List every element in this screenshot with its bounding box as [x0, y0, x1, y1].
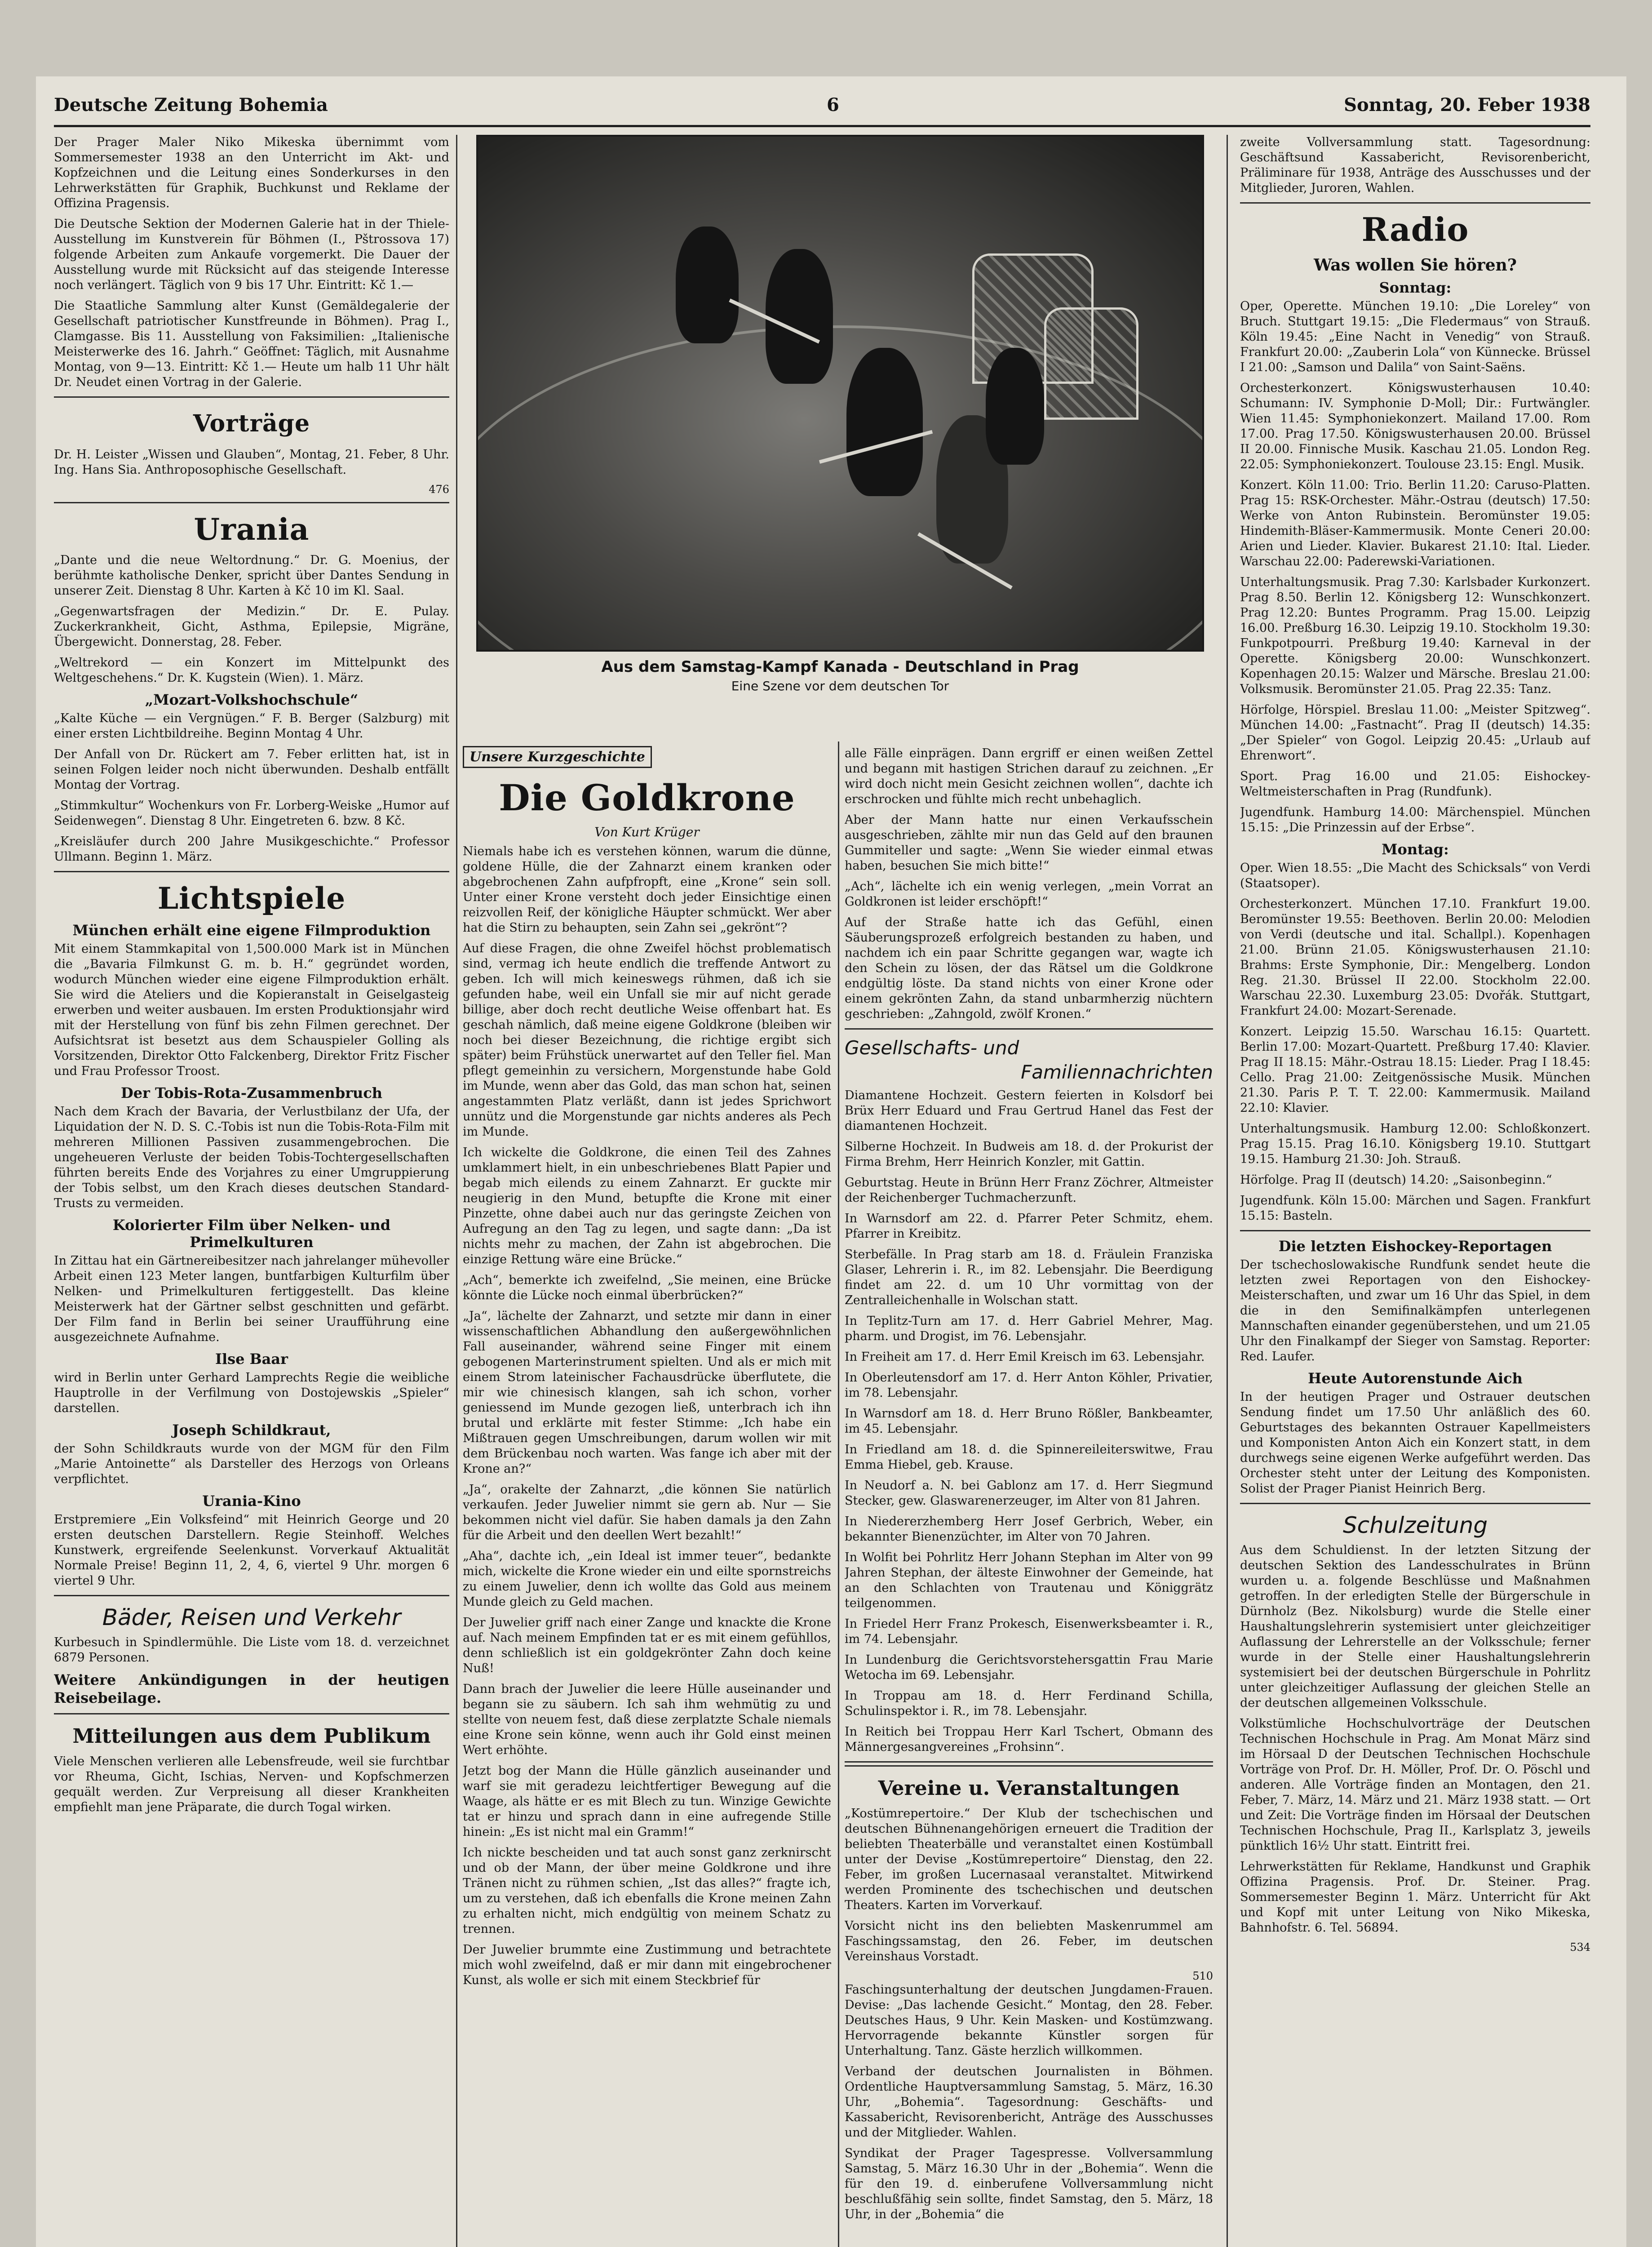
section-rule: [845, 1761, 1213, 1767]
story-paragraph: Jetzt bog der Mann die Hülle gänzlich auseinander und warf sie mit geradezu leichtfertiger Bewegung auf die Waage, als hätte er es mit Blech zu tun. Winzige Gewichte tat er hinzu und sprach dann in eine aufregende Stille hinein: „Es ist nicht mal ein Gramm!“: [463, 1764, 831, 1839]
story-title: Die Goldkrone: [499, 777, 795, 819]
family-notice: In Lundenburg die Gerichtsvorstehersgattin Frau Marie Wetocha im 69. Lebensjahr.: [845, 1653, 1213, 1682]
club-notice: Syndikat der Prager Tagespresse. Vollversammlung Samstag, 5. März 16.30 Uhr in der „Bohemia“. Wenn die für den 19. d. einberufene Vollversammlung nicht beschlußfähig sein sollte, findet Samstag, den 5. März, 18 Uhr, in der „Bohemia“ die: [845, 2146, 1213, 2221]
story-paragraph: Ich wickelte die Goldkrone, die einen Teil des Zahnes umklammert hielt, in ein unbeschriebenes Blatt Papier und begab mich eilends zu einem Zahnarzt. Er guckte mir neugierig in den Mund, betupfte die Krone mit einer Pinzette, ohne dabei auch nur das geringste Zeichen von Aufregung an den Tag zu legen, und sagte dann: „Da ist nichts mehr zu machen, der Zahn ist abgebrochen. Die einzige Rettung wäre eine Brücke.“: [463, 1146, 831, 1266]
family-notice: In Niedererzhemberg Herr Josef Gerbrich, Weber, ein bekannter Bienenzüchter, im Alter von 70 Jahren.: [845, 1514, 1213, 1544]
urania-item: „Weltrekord — ein Konzert im Mittelpunkt des Weltgeschehens.“ Dr. K. Kugstein (Wien). 1. März.: [54, 656, 449, 685]
player-figure: [986, 348, 1044, 465]
film-news: Erstpremiere „Ein Volksfeind“ mit Heinrich George und 20 ersten deutschen Darstellern. Regie Steinhoff. Welches Kunstwerk, ergreifende Seelenkunst. Vorverkauf Aktualität Normale Preise! Beginn 11, 2, 4, 6, viertel 9 Uhr. morgen 6 viertel 9 Uhr.: [54, 1513, 449, 1588]
column-left: [54, 135, 449, 2247]
story-paragraph: Ich nickte bescheiden und tat auch sonst ganz zerknirscht und ob der Mann, der über meine Goldkrone und ihre Tränen nicht zu rühmen schien, „Ist das alles?“ fragte ich, um zu verstehen, daß ich ebenfalls die Krone meinen Zahn zu erhalten nicht, mich endgültig von meinem Schatz zu trennen.: [463, 1846, 831, 1936]
item-headline: Der Tobis-Rota-Zusammenbruch: [120, 1084, 383, 1101]
family-notice: In Freiheit am 17. d. Herr Emil Kreisch im 63. Lebensjahr.: [845, 1350, 1205, 1364]
section-rule: [54, 396, 449, 398]
radio-day-sunday: Sonntag:: [1379, 279, 1452, 296]
section-rule: [54, 871, 449, 872]
story-paragraph: Auf der Straße hatte ich das Gefühl, einen Säuberungsprozeß erfolgreich bestanden zu haben, und nachdem ich ein paar Schritte gegangen war, wagte ich den Schein zu lösen, der das Rätsel um die Goldkrone endgültig löste. Da stand nichts von einer Krone oder einem gekrönten Zahn, da stand unbarmherzig nüchtern geschrieben: „Zahngold, zwölf Kronen.“: [845, 915, 1213, 1021]
story-paragraph: Auf diese Fragen, die ohne Zweifel höchst problematisch sind, vermag ich heute endlich die treffende Antwort zu geben. Ich will mich keineswegs rühmen, daß ich sie gefunden habe, weil ein Unfall sie mir auf nicht gerade billige, aber doch recht deutliche Weise offenbart hat. Es geschah nämlich, daß meine eigene Goldkrone (bleiben wir noch bei dieser Bezeichnung, die richtige ergibt sich später) beim Frühstück unerwartet auf den Teller fiel. Man pflegt gemeinhin zu versichern, Morgenstunde habe Gold im Munde, wenn aber das Gold, das man schon hat, seinen angestammten Platz verläßt, dann ist jedes Sprichwort unnütz und die Morgenstunde gar nichts anderes als Pech im Munde.: [463, 941, 831, 1139]
family-notice: In Oberleutensdorf am 17. d. Herr Anton Köhler, Privatier, im 78. Lebensjahr.: [845, 1371, 1213, 1400]
section-rule: [54, 502, 449, 503]
story-paragraph: „Ach“, lächelte ich ein wenig verlegen, „mein Vorrat an Goldkronen ist leider erschöpft!“: [845, 879, 1213, 909]
player-figure: [766, 249, 833, 384]
family-notice: In Warnsdorf am 22. d. Pfarrer Peter Schmitz, ehem. Pfarrer in Kreibitz.: [845, 1212, 1213, 1241]
page-header: [54, 94, 1590, 126]
radio-listing: Hörfolge. Prag II (deutsch) 14.20: „Saisonbeginn.“: [1240, 1173, 1552, 1187]
photo-caption: Aus dem Samstag-Kampf Kanada - Deutschland in Prag: [601, 658, 1079, 676]
club-notice: Faschingsunterhaltung der deutschen Jungdamen-Frauen. Devise: „Das lachende Gesicht.“ Montag, den 28. Feber. Deutsches Haus, 9 Uhr. Kein Masken- und Kostümzwang. Hervorragende bekannte Künstler sorgen für Unterhaltung. Tanz. Gäste herzlich willkommen.: [845, 1983, 1213, 2058]
family-notice: In Friedel Herr Franz Prokesch, Eisenwerksbeamter i. R., im 74. Lebensjahr.: [845, 1617, 1213, 1646]
column-story: [463, 746, 831, 2247]
travel-notice: Weitere Ankündigungen in der heutigen Reisebeilage.: [54, 1671, 449, 1706]
family-notice: In Troppau am 18. d. Herr Ferdinand Schilla, Schulinspektor i. R., im 78. Lebensjahr.: [845, 1689, 1213, 1718]
column-middle: [845, 746, 1213, 2247]
story-paragraph: Dann brach der Juwelier die leere Hülle auseinander und begann sie zu säubern. Ich sah ihm wehmütig zu und stellte von neuem fest, daß diese zerplatzte Schale niemals eine Krone sein könne, wenn auch ihr Gold einst meinen Wert erhöhte.: [463, 1682, 831, 1757]
item-headline: Joseph Schildkraut,: [172, 1421, 331, 1439]
radio-listing: Sport. Prag 16.00 und 21.05: Eishockey-Weltmeisterschaften in Prag (Rundfunk).: [1240, 769, 1590, 799]
radio-news: In der heutigen Prager und Ostrauer deutschen Sendung findet um 17.50 Uhr anläßlich des 60. Geburtstages des bekannten Ostrauer Kapellmeisters und Komponisten Anton Aich ein Konzert statt, in dem durchwegs seine eigenen Werke aufgeführt werden. Das Orchester steht unter der Leitung des Komponisten. Solist der Prager Pianist Heinrich Berg.: [1240, 1390, 1590, 1496]
story-paragraph: „Ja“, orakelte der Zahnarzt, „die können Sie natürlich verkaufen. Jeder Juwelier nimmt sie gern ab. Nur — Sie bekommen nicht viel dafür. Sie haben damals ja den Zahn für die Arbeit und den deellen Wert bezahlt!“: [463, 1483, 831, 1542]
section-title-baeder: Bäder, Reisen und Verkehr: [102, 1604, 401, 1630]
urania-item: „Gegenwartsfragen der Medizin.“ Dr. E. Pulay. Zuckerkrankheit, Gicht, Asthma, Epilepsie, Migräne, Übergewicht. Donnerstag, 28. Feber.: [54, 604, 449, 649]
story-kicker: Unsere Kurzgeschichte: [463, 746, 652, 768]
family-notice: Diamantene Hochzeit. Gestern feierten in Kolsdorf bei Brüx Herr Eduard und Frau Gertrud Hanel das Fest der diamantenen Hochzeit.: [845, 1088, 1213, 1133]
story-paragraph: Aber der Mann hatte nur einen Verkaufsschein ausgeschrieben, zählte mir nun das Geld auf den braunen Gummiteller und sagte: „Wenn Sie wieder einmal etwas haben, besuchen Sie mich bitte!“: [845, 813, 1213, 873]
goal-net: [1044, 307, 1138, 420]
club-notice: Vorsicht nicht ins den beliebten Maskenrummel am Faschingssamstag, den 26. Feber, im deutschen Vereinshaus Vorstadt.: [845, 1919, 1213, 1963]
family-notice: Geburtstag. Heute in Brünn Herr Franz Zöchrer, Altmeister der Reichenberger Tuchmacherzunft.: [845, 1176, 1213, 1205]
story-paragraph: „Ja“, lächelte der Zahnarzt, und setzte mir dann in einer wissenschaftlichen Abhandlung den außergewöhnlichen Fall auseinander, während seine Finger mit einem gebogenen Marterinstrument spielten. Und als er mich mit einem Strom lateinischer Fachausdrücke überflutete, die mir wie chinesisch klangen, sah ich schon, vorher geniessend im Munde gezogen ließ, unterbrach ich ihn brutal und erklärte mit fester Stimme: „Ich habe ein Mißtrauen gegen Umschreibungen, darum wollen wir mit dem Brückenbau noch warten. Was fange ich aber mit der Krone an?“: [463, 1309, 831, 1476]
family-notice: In Reitich bei Troppau Herr Karl Tschert, Obmann des Männergesangvereines „Frohsinn“.: [845, 1725, 1213, 1754]
photo-subcaption: Eine Szene vor dem deutschen Tor: [731, 679, 949, 693]
item-headline: Heute Autorenstunde Aich: [1308, 1370, 1523, 1387]
header-rule: [54, 125, 1590, 127]
item-headline: Die letzten Eishockey-Reportagen: [1278, 1238, 1552, 1255]
family-notice: Silberne Hochzeit. In Budweis am 18. d. der Prokurist der Firma Brehm, Herr Heinrich Konzler, mit Gattin.: [845, 1140, 1213, 1169]
notice-number: 534: [1570, 1941, 1590, 1954]
item-headline: Kolorierter Film über Nelken- und Primelkulturen: [112, 1217, 391, 1251]
club-notice: „Kostümrepertoire.“ Der Klub der tschechischen und deutschen Bühnenangehörigen erneuert die Tradition der beliebten Theaterbälle und veranstaltet einen Kostümball unter der Devise „Kostümrepertoire“ Dienstag, den 22. Feber, im großen Lucernasaal veranstaltet. Mitwirkend werden Prominente des tschechischen und deutschen Theaters. Karten im Vorverkauf.: [845, 1807, 1213, 1912]
art-notice: Die Deutsche Sektion der Modernen Galerie hat in der Thiele-Ausstellung im Kunstverein für Böhmen (I., Pštrossova 17) folgende Arbeiten zum Ankaufe vorgemerkt. Die Dauer der Ausstellung wurde mit Rücksicht auf das steigende Interesse noch verlängert. Täglich von 9 bis 17 Uhr. Eintritt: Kč 1.—: [54, 217, 449, 292]
lecture-notice: Dr. H. Leister „Wissen und Glauben“, Montag, 21. Feber, 8 Uhr. Ing. Hans Sia. Anthroposophische Gesellschaft.: [54, 448, 449, 477]
radio-listing: Unterhaltungsmusik. Prag 7.30: Karlsbader Kurkonzert. Prag 8.50. Berlin 12. Königsberg 12: Wunschkonzert. Prag 12.20: Buntes Programm. Prag 15.00. Leipzig 16.00. Preßburg 16.30. Leipzig 19.10. Stockholm 19.30: Funkpotpourri. Preßburg 19.40: Karneval in der Operette. Königsberg 20.00: Wunschkonzert. Kopenhagen 20.15: Walzer und Märsche. Breslau 21.00: Volksmusik. Beromünster 21.05. Prag 22.35: Tanz.: [1240, 575, 1590, 696]
section-rule: [1240, 1503, 1590, 1504]
radio-subtitle: Was wollen Sie hören?: [1314, 256, 1517, 275]
page-number: 6: [827, 94, 839, 115]
radio-listing: Orchesterkonzert. Königswusterhausen 10.40: Schumann: IV. Symphonie D-Moll; Dir.: Furtwängler. Wien 11.45: Symphoniekonzert. Mailand 17.00. Rom 17.00. Prag 17.50. Königswusterhausen 20.00. Brüssel II 20.00. Finnische Musik. Kaschau 21.05. London Reg. 22.05: Symphoniekonzert. Toulouse 23.15: Engl. Musik.: [1240, 381, 1590, 471]
column-divider: [456, 135, 457, 2247]
radio-listing: Konzert. Leipzig 15.50. Warschau 16.15: Quartett. Berlin 17.00: Mozart-Quartett. Preßburg 17.40: Klavier. Prag II 18.15: Mähr.-Ostrau 18.15: Lieder. Prag I 18.45: Cello. Prag 21.00: Zeitgenössische Musik. München 21.30. Paris P. T. T. 22.00: Kammermusik. Mailand 22.10: Klavier.: [1240, 1025, 1590, 1115]
story-paragraph: Niemals habe ich es verstehen können, warum die dünne, goldene Hülle, die der Zahnarzt einem kranken oder abgebrochenen Zahn aufpfropft, eine „Krone“ sein soll. Unter einer Krone versteht doch jeder Einsichtige einen reizvollen Reif, der königliche Häupter schmückt. Wer aber hat die Stirn zu behaupten, sein Zahn sei „gekrönt“?: [463, 844, 831, 935]
urania-item: „Stimmkultur“ Wochenkurs von Fr. Lorberg-Weiske „Humor auf Seidenwegen“. Dienstag 8 Uhr. Eingetreten 6. bzw. 8 Kč.: [54, 799, 449, 828]
film-news: Nach dem Krach der Bavaria, der Verlustbilanz der Ufa, der Liquidation der N. D. S. C.-Tobis ist nun die Tobis-Rota-Film mit mehreren Millionen Passiven zusammengebrochen. Die ungeheueren Verluste der beiden Tobis-Tochtergesellschaften führten bereits Ende des Vorjahres zu einer Umgruppierung der Tobis selbst, um den Krach dieses deutschen Standard-Trusts zu vermeiden.: [54, 1105, 449, 1210]
story-paragraph: alle Fälle einprägen. Dann ergriff er einen weißen Zettel und begann mit hastigen Strichen darauf zu zeichnen. „Er wird doch nicht mein Gesicht zeichnen wollen“, dachte ich erschrocken und fühlte mich recht unbehaglich.: [845, 746, 1213, 806]
photo-block: [476, 135, 1204, 737]
player-figure: [676, 226, 739, 343]
urania-item: Der Anfall von Dr. Rückert am 7. Feber erlitten hat, ist in seinen Folgen leider noch nicht überwunden. Deshalb entfällt Montag der Vortrag.: [54, 747, 449, 792]
radio-listing: Oper, Operette. München 19.10: „Die Loreley“ von Bruch. Stuttgart 19.15: „Die Fledermaus“ von Strauß. Köln 19.45: „Eine Nacht in Venedig“ von Strauß. Frankfurt 20.00: „Zauberin Lola“ von Künnecke. Brüssel I 21.00: „Samson und Dalila“ von Saint-Saëns.: [1240, 299, 1590, 374]
film-news: Mit einem Stammkapital von 1,500.000 Mark ist in München die „Bavaria Filmkunst G. m. b. H.“ gegründet worden, wodurch München wieder eine eigene Filmproduktion erhält. Sie wird die Ateliers und die Kopieranstalt in Geiselgasteig erwerben und weiter ausbauen. Im ersten Produktionsjahr wird mit der Herstellung von fünf bis zehn Filmen gerechnet. Der Aufsichtsrat ist besetzt aus dem Schauspieler Golling als Vorsitzenden, Direktor Otto Falckenberg, Direktor Fritz Fischer und Frau Professor Troost.: [54, 942, 449, 1078]
player-figure: [846, 348, 923, 496]
radio-listing: Oper. Wien 18.55: „Die Macht des Schicksals“ von Verdi (Staatsoper).: [1240, 861, 1590, 890]
travel-notice: Kurbesuch in Spindlermühle. Die Liste vom 18. d. verzeichnet 6879 Personen.: [54, 1635, 449, 1665]
issue-date: Sonntag, 20. Feber 1938: [1344, 94, 1590, 115]
section-rule: [54, 1713, 449, 1714]
section-title-vortraege: Vorträge: [193, 410, 310, 437]
radio-listing: Hörfolge, Hörspiel. Breslau 11.00: „Meister Spitzweg“. München 14.00: „Fastnacht“. Prag II (deutsch) 14.35: „Der Spieler“ von Gogol. Leipzig 20.45: „Urlaub auf Ehrenwort“.: [1240, 703, 1590, 763]
film-news: wird in Berlin unter Gerhard Lamprechts Regie die weibliche Hauptrolle in der Verfilmung von Dostojewskis „Spieler“ darstellen.: [54, 1371, 449, 1415]
item-headline: Ilse Baar: [215, 1350, 288, 1368]
newspaper-title: Deutsche Zeitung Bohemia: [54, 94, 328, 115]
story-paragraph: „Aha“, dachte ich, „ein Ideal ist immer teuer“, bedankte mich, wickelte die Krone wieder ein und eilte spornstreichs zu einem Juwelier, denn ich wollte das Gold aus meinem Munde gleich zu Geld machen.: [463, 1549, 831, 1609]
radio-listing: Unterhaltungsmusik. Hamburg 12.00: Schloßkonzert. Prag 15.15. Prag 16.10. Königsberg 19.10. Stuttgart 19.15. Hamburg 21.30: Joh. Strauß.: [1240, 1122, 1590, 1166]
section-title-vereine: Vereine u. Veranstaltungen: [878, 1777, 1180, 1800]
family-notice: In Friedland am 18. d. die Spinnereileiterswitwe, Frau Emma Hiebel, geb. Krause.: [845, 1443, 1213, 1472]
art-notice: Der Prager Maler Niko Mikeska übernimmt vom Sommersemester 1938 an den Unterricht im Akt- und Kopfzeichnen und die Leitung eines Sonderkurses in den Lehrwerkstätten für Graphik, Buchkunst und Reklame der Offizina Pragensis.: [54, 135, 449, 210]
section-rule: [1240, 1230, 1590, 1231]
story-paragraph: Der Juwelier brummte eine Zustimmung und betrachtete mich wohl zweifelnd, daß er mir dann mit eingebrochener Kunst, als wolle er sich mit einem Steckbrief für: [463, 1943, 831, 1987]
story-byline: Von Kurt Krüger: [594, 825, 700, 839]
story-paragraph: „Ach“, bemerkte ich zweifelnd, „Sie meinen, eine Brücke könnte die Lücke noch einmal überbrücken?“: [463, 1273, 831, 1302]
family-notice: Sterbefälle. In Prag starb am 18. d. Fräulein Franziska Glaser, Lehrerin i. R., im 82. Lebensjahr. Die Beerdigung findet am 22. d. um 10 Uhr vormittag von der Zentralleichenhalle in Wolschan statt.: [845, 1248, 1213, 1307]
urania-item: „Dante und die neue Weltordnung.“ Dr. G. Moenius, der berühmte katholische Denker, spricht über Dantes Sendung in unserer Zeit. Dienstag 8 Uhr. Karten à Kč 10 im Kl. Saal.: [54, 553, 449, 598]
section-title-gesellschaft: Gesellschafts- und: [845, 1037, 1019, 1059]
notice-number: 510: [1192, 1970, 1213, 1982]
column-divider: [1227, 135, 1228, 2247]
section-title-gesellschaft-2: Familiennachrichten: [1021, 1061, 1213, 1083]
subsection-title: „Mozart-Volkshochschule“: [145, 691, 359, 708]
radio-listing: Jugendfunk. Hamburg 14.00: Märchenspiel. München 15.15: „Die Prinzessin auf der Erbse“.: [1240, 805, 1590, 835]
film-news: der Sohn Schildkrauts wurde von der MGM für den Film „Marie Antoinette“ als Darsteller des Herzogs von Orleans verpflichtet.: [54, 1442, 449, 1486]
family-notice: In Wolfit bei Pohrlitz Herr Johann Stephan im Alter von 99 Jahren Stephan, der älteste Einwohner der Gemeinde, hat an den Schlachten von Trautenau und Königgrätz teilgenommen.: [845, 1550, 1213, 1610]
family-notice: In Neudorf a. N. bei Gablonz am 17. d. Herr Siegmund Stecker, gew. Glaswarenerzeuger, im Alter von 81 Jahren.: [845, 1479, 1213, 1508]
story-paragraph: Der Juwelier griff nach einer Zange und knackte die Krone auf. Nach meinem Empfinden tat er es mit einem gefühllos, denn schließlich ist ein goldgekrönter Zahn doch keine Nuß!: [463, 1616, 831, 1675]
section-rule: [54, 1595, 449, 1596]
section-title-radio: Radio: [1361, 210, 1469, 249]
assembly-notice: zweite Vollversammlung statt. Tagesordnung: Geschäftsund Kassabericht, Revisorenbericht, Präliminare für 1938, Anträge des Ausschusses und der Mitglieder, Juroren, Wahlen.: [1240, 135, 1590, 195]
notice-number: 476: [429, 483, 449, 496]
section-title-mitteilungen: Mitteilungen aus dem Publikum: [72, 1725, 431, 1748]
family-notice: In Warnsdorf am 18. d. Herr Bruno Rößler, Bankbeamter, im 45. Lebensjahr.: [845, 1407, 1213, 1436]
radio-news: Der tschechoslowakische Rundfunk sendet heute die letzten zwei Reportagen von den Eishockey-Meisterschaften, und zwar um 16 Uhr das Spiel, in dem die in den Semifinalkämpfen unterlegenen Mannschaften einander gegenüberstehen, und um 21.05 Uhr den Finalkampf der Sieger von Samstag. Reporter: Red. Laufer.: [1240, 1258, 1590, 1363]
item-headline: München erhält eine eigene Filmproduktion: [72, 922, 431, 939]
item-headline: Urania-Kino: [202, 1492, 301, 1510]
radio-listing: Konzert. Köln 11.00: Trio. Berlin 11.20: Caruso-Platten. Prag 15: RSK-Orchester. Mähr.-Ostrau (deutsch) 17.50: Werke von Anton Rubinstein. Beromünster 19.05: Hindemith-Bläser-Kammermusik. Monte Ceneri 20.00: Arien und Lieder. Klavier. Bukarest 21.10: Ital. Lieder. Warschau 22.00: Paderewski-Variationen.: [1240, 478, 1590, 568]
family-notice: In Teplitz-Turn am 17. d. Herr Gabriel Mehrer, Mag. pharm. und Drogist, im 76. Lebensjahr.: [845, 1314, 1213, 1343]
radio-day-monday: Montag:: [1382, 841, 1449, 858]
section-rule: [845, 1028, 1213, 1030]
column-divider: [838, 742, 839, 2247]
club-notice: Verband der deutschen Journalisten in Böhmen. Ordentliche Hauptversammlung Samstag, 5. März, 16.30 Uhr, „Bohemia“. Tagesordnung: Geschäfts- und Kassabericht, Revisorenbericht, Anträge des Ausschusses und der Mitglieder. Wahlen.: [845, 2065, 1213, 2140]
section-title-lichtspiele: Lichtspiele: [157, 881, 346, 916]
urania-item: „Kreisläufer durch 200 Jahre Musikgeschichte.“ Professor Ullmann. Beginn 1. März.: [54, 835, 449, 864]
art-notice: Die Staatliche Sammlung alter Kunst (Gemäldegalerie der Gesellschaft patriotischer Kunstfreunde in Böhmen). Prag I., Clamgasse. Bis 11. Ausstellung von Faksimilien: „Italienische Meisterwerke des 16. Jahrh.“ Geöffnet: Täglich, mit Ausnahme Montag, von 9—13. Eintritt: Kč 1.— Heute um halb 11 Uhr hält Dr. Neudet einen Vortrag in der Galerie.: [54, 299, 449, 389]
public-notice: Viele Menschen verlieren alle Lebensfreude, weil sie furchtbar vor Rheuma, Gicht, Ischias, Nerven- und Kopfschmerzen gequält werden. Zur Verpreisung all dieser Krankheiten empfiehlt man jene Präparate, die durch Togal wirken.: [54, 1754, 449, 1814]
section-title-urania: Urania: [194, 512, 310, 547]
school-news: Aus dem Schuldienst. In der letzten Sitzung der deutschen Sektion des Landesschulrates in Brünn wurden u. a. folgende Beschlüsse und Maßnahmen getroffen. In der erledigten Stelle der Bürgerschule in Dürnholz (Bez. Nikolsburg) wurde die Stelle einer Haushaltungslehrerin systemisiert unter gleichzeitiger Auflassung der Lehrerstelle an der Volksschule; ferner wurde in der Stelle einer Haushaltungslehrerin systemisiert bei der deutschen Bürgerschule in Pohrlitz unter gleichzeitiger Auflassung der gleichen Stelle an der deutschen allgemeinen Volksschule.: [1240, 1543, 1590, 1710]
section-rule: [1240, 202, 1590, 204]
section-title-schulzeitung: Schulzeitung: [1342, 1512, 1488, 1538]
hockey-photo: [476, 135, 1204, 652]
film-news: In Zittau hat ein Gärtnereibesitzer nach jahrelanger mühevoller Arbeit einen 123 Meter langen, buntfarbigen Kulturfilm über Nelken- und Primelkulturen fertiggestellt. Das kleine Meisterwerk hat der Gärtner selbst geschnitten und gefärbt. Der Film fand in Berlin bei seiner Uraufführung eine ausgezeichnete Aufnahme.: [54, 1254, 449, 1344]
urania-item: „Kalte Küche — ein Vergnügen.“ F. B. Berger (Salzburg) mit einer ersten Lichtbildreihe. Beginn Montag 4 Uhr.: [54, 711, 449, 741]
radio-listing: Orchesterkonzert. München 17.10. Frankfurt 19.00. Beromünster 19.55: Beethoven. Berlin 20.00: Melodien von Verdi (deutsche und ital. Schallpl.). Kopenhagen 21.00. Brünn 21.05. Königswusterhausen 21.10: Brahms: Erste Symphonie, Dir.: Mengelberg. London Reg. 21.30. Brüssel II 22.00. Stockholm 22.00. Warschau 22.30. Luxemburg 23.05: Dvořák. Stuttgart, Frankfurt 24.00: Mozart-Serenade.: [1240, 897, 1590, 1018]
column-right: [1240, 135, 1590, 2247]
school-news: Lehrwerkstätten für Reklame, Handkunst und Graphik Offizina Pragensis. Prof. Dr. Steiner. Prag. Sommersemester Beginn 1. März. Unterricht für Akt und Kopf mit unter Leitung von Niko Mikeska, Bahnhofstr. 6. Tel. 56894.: [1240, 1860, 1590, 1935]
radio-listing: Jugendfunk. Köln 15.00: Märchen und Sagen. Frankfurt 15.15: Basteln.: [1240, 1194, 1590, 1223]
school-news: Volkstümliche Hochschulvorträge der Deutschen Technischen Hochschule in Prag. Am Monat März sind im Hörsaal D der Deutschen Technischen Hochschule Vorträge von Prof. Dr. H. Möller, Prof. Dr. O. Pöschl und anderen. Alle Vorträge finden an Montagen, den 21. Feber, 7. März, 14. März und 21. März 1938 statt. — Ort und Zeit: Die Vorträge finden im Hörsaal der Deutschen Technischen Hochschule, Prag II., Karlsplatz 3, jeweils pünktlich 16½ Uhr statt. Eintritt frei.: [1240, 1717, 1590, 1853]
